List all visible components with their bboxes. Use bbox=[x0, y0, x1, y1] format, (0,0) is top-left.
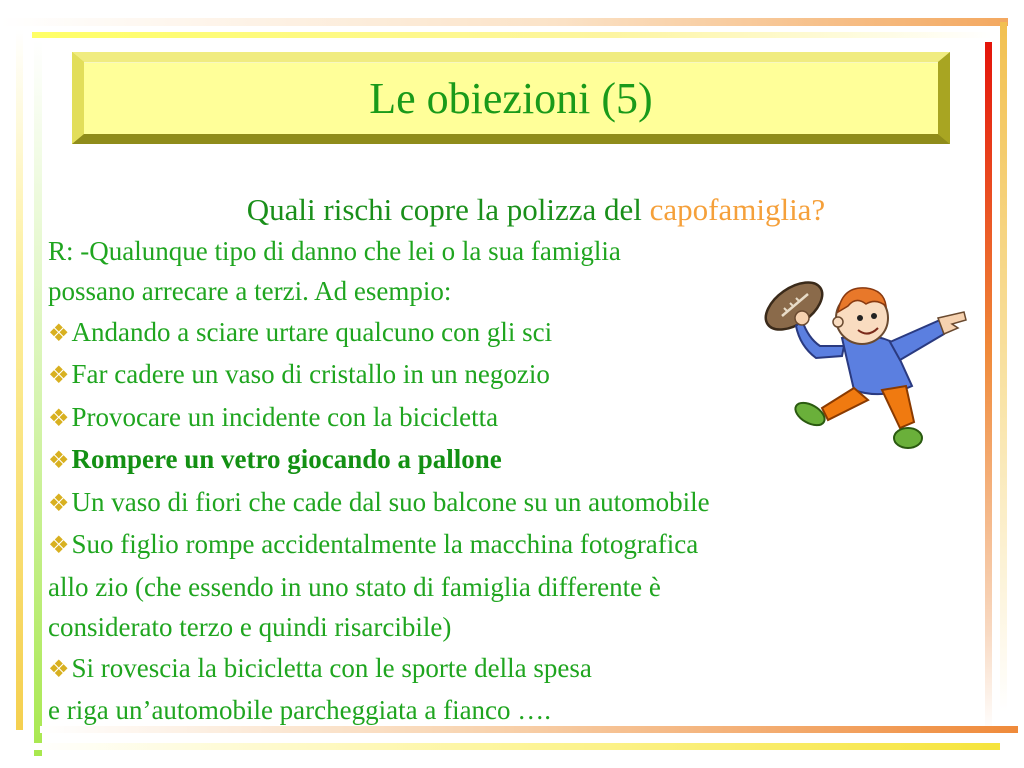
list-item-text-bold: Rompere un vetro giocando a pallone bbox=[71, 444, 502, 474]
list-item bbox=[48, 482, 978, 525]
slide-body bbox=[48, 190, 978, 731]
list-item-text: Provocare un incidente con la bicicletta bbox=[71, 401, 499, 432]
list-item bbox=[48, 439, 978, 482]
answer-line: R: -Qualunque tipo di danno che lei o la sua famiglia bbox=[48, 235, 621, 266]
title-box bbox=[72, 52, 950, 144]
bullet-diamond-icon: ❖ bbox=[48, 656, 70, 683]
decorative-bar-left-green bbox=[34, 40, 42, 756]
list-item bbox=[48, 648, 978, 691]
question-text: Quali rischi copre la polizza del bbox=[246, 192, 650, 227]
bullet-diamond-icon: ❖ bbox=[48, 533, 70, 559]
continuation-line: considerato terzo e quindi risarcibile) bbox=[48, 612, 452, 642]
decorative-bar-left-yellow bbox=[16, 30, 23, 730]
list-item-text: Un vaso di fiori che cade dal suo balcone su un automobile bbox=[71, 486, 710, 517]
decorative-bar-top-yellow bbox=[32, 32, 992, 38]
list-item-text: Far cadere un vaso di cristallo in un negozio bbox=[71, 359, 550, 389]
bullet-diamond-icon: ❖ bbox=[48, 490, 70, 517]
question-heading bbox=[106, 190, 966, 231]
decorative-bar-right-gold bbox=[1000, 22, 1007, 712]
list-item-text: Si rovescia la bicicletta con le sporte della spesa bbox=[71, 652, 592, 683]
answer-line: possano arrecare a terzi. Ad esempio: bbox=[48, 276, 452, 306]
list-item bbox=[48, 312, 978, 355]
bullet-diamond-icon: ❖ bbox=[48, 320, 70, 347]
continuation-line: e riga un’automobile parcheggiata a fianco …. bbox=[48, 695, 552, 725]
list-item bbox=[48, 524, 978, 567]
page-title: Le obiezioni (5) bbox=[369, 73, 653, 123]
bullet-diamond-icon: ❖ bbox=[48, 448, 70, 474]
bullet-diamond-icon: ❖ bbox=[48, 363, 70, 389]
bullet-diamond-icon: ❖ bbox=[48, 405, 70, 432]
question-highlight: capofamiglia? bbox=[649, 192, 826, 227]
decorative-bar-right-red bbox=[985, 42, 992, 732]
list-item bbox=[48, 354, 978, 397]
list-item-text: Suo figlio rompe accidentalmente la macchina fotografica bbox=[71, 529, 699, 559]
continuation-line: allo zio (che essendo in uno stato di famiglia differente è bbox=[48, 571, 661, 602]
list-item-text: Andando a sciare urtare qualcuno con gli sci bbox=[71, 316, 553, 347]
decorative-bar-top-orange bbox=[0, 18, 1008, 26]
list-item bbox=[48, 397, 978, 440]
decorative-bar-bottom-yellow bbox=[30, 743, 1000, 750]
